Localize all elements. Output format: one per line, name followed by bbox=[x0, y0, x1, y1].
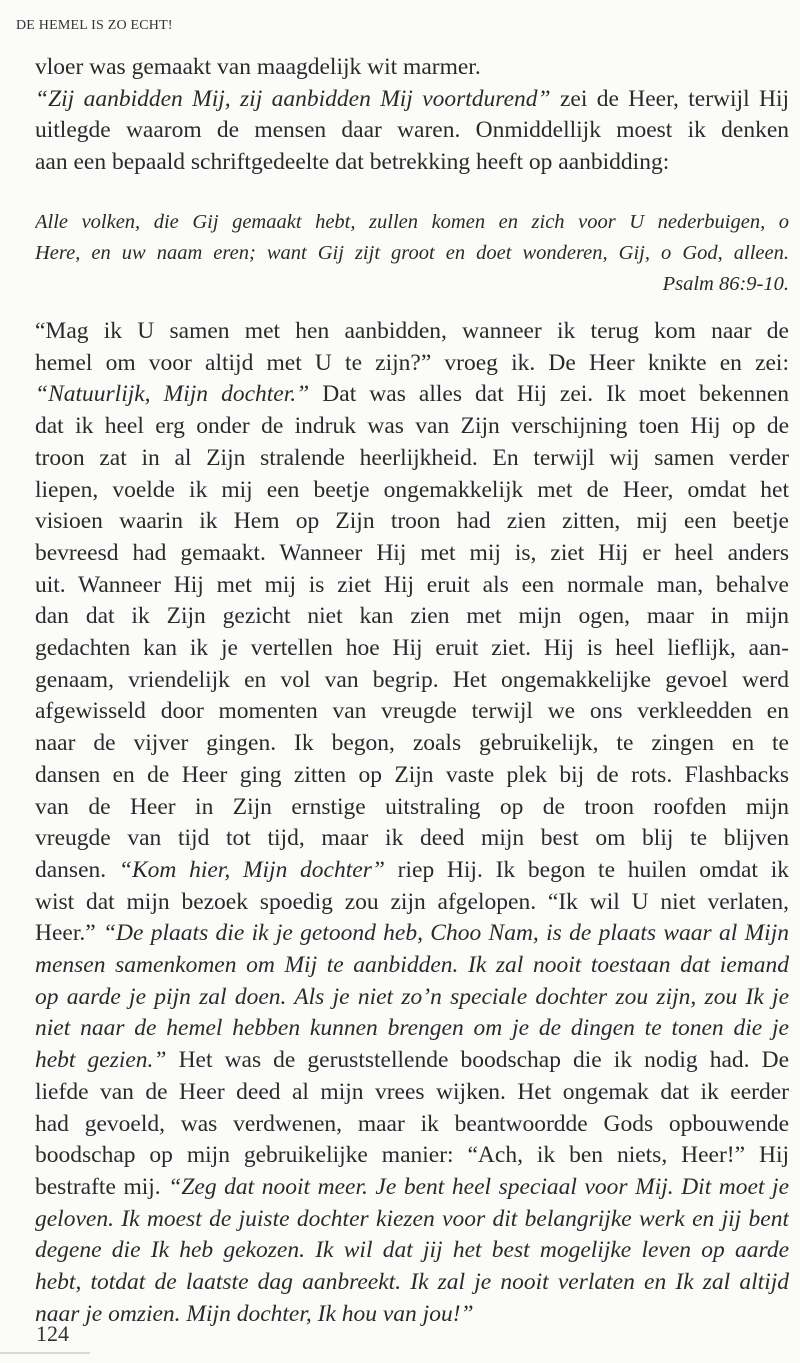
text-line bbox=[35, 316, 789, 346]
text-run: visioen waarin ik Hem op Zijn troon had zien zitten, mij een beetje bbox=[35, 508, 789, 535]
text-run: riep Hij. Ik begon te huilen omdat ik bbox=[384, 856, 789, 883]
text-run: bestrafte mij. bbox=[35, 1173, 169, 1200]
text-line bbox=[35, 855, 789, 885]
text-run: aan een bepaald schriftgedeelte dat betrekking heeft op aanbidding: bbox=[35, 148, 670, 175]
text-run: Dat was alles dat Hij zei. Ik moet bekennen bbox=[309, 381, 789, 408]
text-run: troon zat in al Zijn stralende heerlijkheid. En terwijl wij samen verder bbox=[35, 444, 789, 471]
text-run: afgewisseld door momenten van vreugde terwijl we ons verkleedden en bbox=[35, 698, 789, 725]
italic-text: hebt gezien.” bbox=[35, 1047, 167, 1074]
text-run: zei de Heer, terwijl Hij bbox=[550, 85, 789, 112]
page-number: 124 bbox=[36, 1321, 69, 1346]
text-run: had gevoeld, was verdwenen, maar ik beantwoordde Gods opbouwende bbox=[35, 1110, 789, 1137]
text-run: vloer was gemaakt van maagdelijk wit marmer. bbox=[35, 54, 481, 80]
text-run: bevreesd had gemaakt. Wanneer Hij met mij is, ziet Hij er heel anders bbox=[35, 539, 789, 566]
italic-text: hebt, totdat de laatste dag aanbreekt. Ik zal je nooit verlaten en Ik zal altijd bbox=[35, 1269, 789, 1295]
text-run: uit. Wanneer Hij met mij is ziet Hij eruit als een normale man, behalve bbox=[35, 571, 789, 598]
text-run: uitlegde waarom de mensen daar waren. Onmiddellijk moest ik denken bbox=[35, 117, 789, 143]
text-line bbox=[35, 665, 789, 695]
text-line bbox=[35, 982, 789, 1012]
text-line bbox=[35, 443, 789, 473]
text-run: dat ik heel erg onder de indruk was van Zijn verschijning toen Hij op de bbox=[35, 413, 789, 440]
text-line bbox=[35, 1140, 789, 1170]
text-line bbox=[35, 475, 789, 505]
text-run: dan dat ik Zijn gezicht niet kan zien met mijn ogen, maar in mijn bbox=[35, 603, 789, 630]
text-line bbox=[35, 823, 789, 853]
text-run: vreugde van tijd tot tijd, maar ik deed mijn best om blij te blijven bbox=[35, 825, 789, 852]
italic-text: “Kom hier, Mijn dochter” bbox=[118, 856, 385, 883]
text-line bbox=[35, 379, 789, 409]
text-line bbox=[35, 1172, 789, 1202]
text-line bbox=[35, 570, 789, 600]
text-line bbox=[35, 950, 789, 980]
text-run: wist dat mijn bezoek spoedig zou zijn afgelopen. “Ik wil U niet verlaten, bbox=[35, 888, 789, 915]
text-line bbox=[35, 696, 789, 726]
text-run: dansen en de Heer ging zitten op Zijn vaste plek bij de rots. Flashbacks bbox=[35, 761, 789, 788]
text-line bbox=[35, 1235, 789, 1265]
text-line bbox=[35, 411, 789, 441]
italic-text: geloven. Ik moest de juiste dochter kiezen voor dit belangrijke werk en jij bent bbox=[35, 1205, 789, 1232]
text-line bbox=[35, 1013, 789, 1043]
text-run: Het was de geruststellende boodschap die ik nodig had. De bbox=[166, 1047, 789, 1074]
text-line bbox=[35, 887, 789, 917]
text-line bbox=[35, 147, 789, 177]
text-run: liefde van de Heer deed al mijn vrees wijken. Het ongemak dat ik eerder bbox=[35, 1078, 789, 1105]
text-run: “Mag ik U samen met hen aanbidden, wanneer ik terug kom naar de bbox=[35, 318, 789, 344]
text-line bbox=[35, 1077, 789, 1107]
text-line bbox=[35, 1267, 789, 1297]
text-line bbox=[35, 84, 789, 114]
text-line bbox=[35, 1299, 789, 1329]
text-run: hemel om voor altijd met U te zijn?” vroeg ik. De Heer knikte en zei: bbox=[35, 349, 789, 376]
text-line bbox=[35, 506, 789, 536]
text-line bbox=[35, 1109, 789, 1139]
text-line bbox=[35, 1204, 789, 1234]
italic-text: niet naar de hemel hebben kunnen brengen om je de dingen te tonen die je bbox=[35, 1015, 789, 1042]
text-line bbox=[35, 760, 789, 790]
text-line bbox=[35, 1045, 789, 1075]
italic-text: “Natuurlijk, Mijn dochter.” bbox=[35, 381, 310, 408]
text-line bbox=[35, 348, 789, 378]
text-line bbox=[35, 792, 789, 822]
scripture-line: Here, en uw naam eren; want Gij zijt groot en doet wonderen, Gij, o God, alleen. bbox=[35, 242, 789, 264]
page-edge bbox=[0, 1352, 90, 1354]
italic-text: “Zeg dat nooit meer. Je bent heel speciaal voor Mij. Dit moet je bbox=[168, 1173, 789, 1200]
text-run: dansen. bbox=[35, 856, 119, 883]
italic-text: degene die Ik heb gekozen. Ik wil dat jij het best mogelijke leven op aarde bbox=[35, 1237, 789, 1264]
text-run: Heer.” bbox=[35, 920, 103, 947]
text-run: genaam, vriendelijk en vol van begrip. Het ongemakkelijke gevoel werd bbox=[35, 666, 789, 693]
italic-text: op aarde je pijn zal doen. Als je niet zo’n speciale dochter zou zijn, zou Ik je bbox=[35, 983, 789, 1010]
text-line bbox=[35, 115, 789, 145]
text-run: boodschap op mijn gebruikelijke manier: “Ach, ik ben niets, Heer!” Hij bbox=[35, 1142, 789, 1169]
text-run: liepen, voelde ik mij een beetje ongemakkelijk met de Heer, omdat het bbox=[35, 476, 789, 503]
text-line bbox=[35, 633, 789, 663]
text-run: naar de vijver gingen. Ik begon, zoals gebruikelijk, te zingen en te bbox=[35, 730, 789, 757]
text-line bbox=[35, 601, 789, 631]
running-head: DE HEMEL IS ZO ECHT! bbox=[16, 18, 173, 33]
scripture-line: Alle volken, die Gij gemaakt hebt, zullen komen en zich voor U nederbuigen, o bbox=[35, 211, 789, 233]
text-line bbox=[35, 728, 789, 758]
text-line bbox=[35, 538, 789, 568]
text-run: gedachten kan ik je vertellen hoe Hij eruit ziet. Hij is heel lieflijk, aan- bbox=[35, 635, 789, 661]
scripture-reference: Psalm 86:9-10. bbox=[662, 273, 789, 295]
italic-text: naar je omzien. Mijn dochter, Ik hou van jou!” bbox=[35, 1300, 474, 1327]
italic-text: “Zij aanbidden Mij, zij aanbidden Mij voortdurend” bbox=[35, 85, 551, 112]
italic-text: mensen samenkomen om Mij te aanbidden. Ik zal nooit toestaan dat iemand bbox=[35, 952, 789, 978]
italic-text: “De plaats die ik je getoond heb, Choo Nam, is de plaats waar al Mijn bbox=[102, 920, 789, 947]
text-line bbox=[35, 52, 789, 82]
text-line bbox=[35, 918, 789, 948]
text-run: van de Heer in Zijn ernstige uitstraling op de troon roofden mijn bbox=[35, 793, 789, 820]
